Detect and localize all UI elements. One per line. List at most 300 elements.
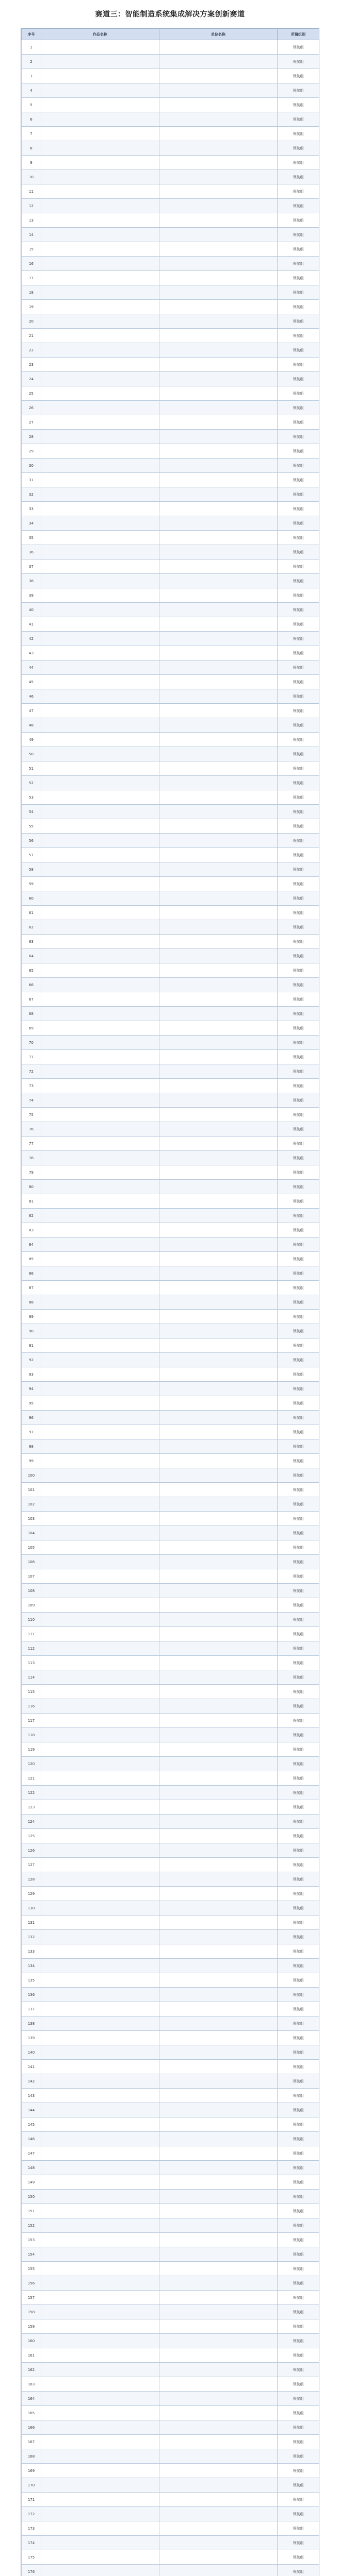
cell-work-name bbox=[41, 415, 159, 430]
cell-group: 领航组 bbox=[278, 314, 319, 329]
cell-index: 72 bbox=[22, 1064, 41, 1079]
cell-organization bbox=[159, 1815, 278, 1829]
cell-group: 领航组 bbox=[278, 704, 319, 718]
cell-group: 领航组 bbox=[278, 242, 319, 257]
cell-index: 25 bbox=[22, 386, 41, 401]
cell-work-name bbox=[41, 1540, 159, 1555]
cell-organization bbox=[159, 545, 278, 560]
cell-index: 66 bbox=[22, 978, 41, 992]
cell-organization bbox=[159, 1901, 278, 1916]
table-row bbox=[22, 891, 319, 906]
cell-organization bbox=[159, 2276, 278, 2291]
cell-work-name bbox=[41, 55, 159, 69]
cell-work-name bbox=[41, 1122, 159, 1137]
cell-index: 35 bbox=[22, 531, 41, 545]
cell-work-name bbox=[41, 819, 159, 834]
cell-index: 69 bbox=[22, 1021, 41, 1036]
cell-work-name bbox=[41, 646, 159, 660]
cell-group: 领航组 bbox=[278, 1829, 319, 1843]
cell-organization bbox=[159, 2002, 278, 2016]
table-row bbox=[22, 574, 319, 588]
cell-index: 5 bbox=[22, 98, 41, 112]
cell-index: 102 bbox=[22, 1497, 41, 1512]
cell-group: 领航组 bbox=[278, 1815, 319, 1829]
cell-index: 8 bbox=[22, 141, 41, 156]
table-row bbox=[22, 704, 319, 718]
table-row bbox=[22, 1310, 319, 1324]
cell-work-name bbox=[41, 1021, 159, 1036]
cell-index: 175 bbox=[22, 2550, 41, 2565]
cell-work-name bbox=[41, 2435, 159, 2449]
table-row bbox=[22, 920, 319, 935]
cell-index: 75 bbox=[22, 1108, 41, 1122]
cell-work-name bbox=[41, 112, 159, 127]
cell-index: 107 bbox=[22, 1569, 41, 1584]
cell-work-name bbox=[41, 1454, 159, 1468]
cell-group: 领航组 bbox=[278, 1555, 319, 1569]
table-row bbox=[22, 1584, 319, 1598]
cell-index: 36 bbox=[22, 545, 41, 560]
cell-organization bbox=[159, 271, 278, 285]
table-row bbox=[22, 761, 319, 776]
cell-group: 领航组 bbox=[278, 1959, 319, 1973]
cell-index: 168 bbox=[22, 2449, 41, 2464]
table-row bbox=[22, 2348, 319, 2363]
cell-index: 126 bbox=[22, 1843, 41, 1858]
table-row bbox=[22, 1627, 319, 1641]
cell-group: 领航组 bbox=[278, 2190, 319, 2204]
cell-organization bbox=[159, 1728, 278, 1742]
cell-index: 93 bbox=[22, 1367, 41, 1382]
cell-group: 领航组 bbox=[278, 1223, 319, 1238]
cell-group: 领航组 bbox=[278, 300, 319, 314]
cell-index: 38 bbox=[22, 574, 41, 588]
cell-group: 领航组 bbox=[278, 906, 319, 920]
cell-group: 领航组 bbox=[278, 718, 319, 733]
cell-work-name bbox=[41, 632, 159, 646]
cell-group: 领航组 bbox=[278, 1800, 319, 1815]
cell-index: 57 bbox=[22, 848, 41, 862]
cell-group: 领航组 bbox=[278, 1238, 319, 1252]
cell-work-name bbox=[41, 2161, 159, 2175]
cell-group: 领航组 bbox=[278, 2493, 319, 2507]
table-row bbox=[22, 1656, 319, 1670]
cell-work-name bbox=[41, 2507, 159, 2521]
table-row bbox=[22, 646, 319, 660]
cell-index: 92 bbox=[22, 1353, 41, 1367]
cell-group: 领航组 bbox=[278, 1324, 319, 1338]
cell-work-name bbox=[41, 906, 159, 920]
cell-organization bbox=[159, 1238, 278, 1252]
cell-organization bbox=[159, 862, 278, 877]
cell-work-name bbox=[41, 1367, 159, 1382]
cell-work-name bbox=[41, 1771, 159, 1786]
cell-index: 34 bbox=[22, 516, 41, 531]
cell-group: 领航组 bbox=[278, 2319, 319, 2334]
cell-index: 16 bbox=[22, 257, 41, 271]
cell-index: 162 bbox=[22, 2363, 41, 2377]
table-row bbox=[22, 1930, 319, 1944]
cell-group: 领航组 bbox=[278, 1454, 319, 1468]
cell-index: 48 bbox=[22, 718, 41, 733]
cell-organization bbox=[159, 2536, 278, 2550]
cell-organization bbox=[159, 1439, 278, 1454]
cell-group: 领航组 bbox=[278, 1901, 319, 1916]
cell-index: 1 bbox=[22, 40, 41, 55]
cell-group: 领航组 bbox=[278, 603, 319, 617]
cell-work-name bbox=[41, 1512, 159, 1526]
cell-group: 领航组 bbox=[278, 1310, 319, 1324]
table-row bbox=[22, 1396, 319, 1411]
cell-group: 领航组 bbox=[278, 1569, 319, 1584]
cell-organization bbox=[159, 430, 278, 444]
cell-index: 164 bbox=[22, 2392, 41, 2406]
cell-organization bbox=[159, 1411, 278, 1425]
cell-group: 领航组 bbox=[278, 1786, 319, 1800]
table-row bbox=[22, 2117, 319, 2132]
table-row bbox=[22, 83, 319, 98]
cell-work-name bbox=[41, 1036, 159, 1050]
table-row bbox=[22, 1454, 319, 1468]
table-row bbox=[22, 2060, 319, 2074]
cell-work-name bbox=[41, 805, 159, 819]
cell-group: 领航组 bbox=[278, 1728, 319, 1742]
table-row bbox=[22, 1598, 319, 1613]
cell-organization bbox=[159, 2291, 278, 2305]
cell-index: 53 bbox=[22, 790, 41, 805]
cell-group: 领航组 bbox=[278, 1353, 319, 1367]
cell-group: 领航组 bbox=[278, 848, 319, 862]
cell-organization bbox=[159, 2348, 278, 2363]
table-row bbox=[22, 531, 319, 545]
cell-index: 130 bbox=[22, 1901, 41, 1916]
table-row bbox=[22, 2507, 319, 2521]
table-row bbox=[22, 2262, 319, 2276]
cell-index: 113 bbox=[22, 1656, 41, 1670]
cell-work-name bbox=[41, 1483, 159, 1497]
cell-work-name bbox=[41, 1324, 159, 1338]
table-row bbox=[22, 2146, 319, 2161]
cell-group: 领航组 bbox=[278, 2305, 319, 2319]
cell-index: 129 bbox=[22, 1887, 41, 1901]
cell-work-name bbox=[41, 704, 159, 718]
cell-index: 115 bbox=[22, 1685, 41, 1699]
cell-index: 24 bbox=[22, 372, 41, 386]
cell-index: 86 bbox=[22, 1266, 41, 1281]
cell-index: 127 bbox=[22, 1858, 41, 1872]
cell-group: 领航组 bbox=[278, 963, 319, 978]
cell-organization bbox=[159, 2550, 278, 2565]
cell-organization bbox=[159, 199, 278, 213]
cell-index: 88 bbox=[22, 1295, 41, 1310]
cell-group: 领航组 bbox=[278, 2449, 319, 2464]
cell-group: 领航组 bbox=[278, 2161, 319, 2175]
cell-organization bbox=[159, 675, 278, 689]
cell-index: 11 bbox=[22, 184, 41, 199]
table-row bbox=[22, 2218, 319, 2233]
cell-work-name bbox=[41, 1555, 159, 1569]
table-row bbox=[22, 1295, 319, 1310]
cell-work-name bbox=[41, 2521, 159, 2536]
cell-index: 120 bbox=[22, 1757, 41, 1771]
cell-group: 领航组 bbox=[278, 1887, 319, 1901]
cell-work-name bbox=[41, 2060, 159, 2074]
cell-work-name bbox=[41, 2262, 159, 2276]
cell-work-name bbox=[41, 358, 159, 372]
table-row bbox=[22, 1959, 319, 1973]
table-row bbox=[22, 170, 319, 184]
cell-organization bbox=[159, 184, 278, 199]
cell-index: 73 bbox=[22, 1079, 41, 1093]
cell-group: 领航组 bbox=[278, 560, 319, 574]
table-row bbox=[22, 1338, 319, 1353]
table-row bbox=[22, 199, 319, 213]
table-row bbox=[22, 459, 319, 473]
cell-group: 领航组 bbox=[278, 2060, 319, 2074]
cell-index: 103 bbox=[22, 1512, 41, 1526]
cell-work-name bbox=[41, 2363, 159, 2377]
cell-index: 171 bbox=[22, 2493, 41, 2507]
cell-index: 44 bbox=[22, 660, 41, 675]
table-row bbox=[22, 1714, 319, 1728]
table-row bbox=[22, 257, 319, 271]
cell-work-name bbox=[41, 2218, 159, 2233]
cell-index: 70 bbox=[22, 1036, 41, 1050]
cell-organization bbox=[159, 819, 278, 834]
cell-organization bbox=[159, 2521, 278, 2536]
cell-group: 领航组 bbox=[278, 199, 319, 213]
cell-index: 76 bbox=[22, 1122, 41, 1137]
table-row bbox=[22, 1252, 319, 1266]
cell-organization bbox=[159, 487, 278, 502]
cell-group: 领航组 bbox=[278, 1382, 319, 1396]
table-row bbox=[22, 1916, 319, 1930]
cell-work-name bbox=[41, 2132, 159, 2146]
cell-group: 领航组 bbox=[278, 2045, 319, 2060]
cell-work-name bbox=[41, 1584, 159, 1598]
table-row bbox=[22, 1439, 319, 1454]
cell-work-name bbox=[41, 430, 159, 444]
cell-organization bbox=[159, 1353, 278, 1367]
cell-group: 领航组 bbox=[278, 1108, 319, 1122]
cell-organization bbox=[159, 891, 278, 906]
cell-organization bbox=[159, 285, 278, 300]
cell-group: 领航组 bbox=[278, 2334, 319, 2348]
table-row bbox=[22, 2319, 319, 2334]
table-row bbox=[22, 1555, 319, 1569]
cell-group: 领航组 bbox=[278, 444, 319, 459]
cell-index: 108 bbox=[22, 1584, 41, 1598]
cell-organization bbox=[159, 2247, 278, 2262]
cell-work-name bbox=[41, 574, 159, 588]
cell-organization bbox=[159, 2074, 278, 2089]
cell-organization bbox=[159, 1122, 278, 1137]
cell-index: 138 bbox=[22, 2016, 41, 2031]
cell-index: 87 bbox=[22, 1281, 41, 1295]
cell-group: 领航组 bbox=[278, 1613, 319, 1627]
table-row bbox=[22, 329, 319, 343]
cell-index: 19 bbox=[22, 300, 41, 314]
cell-work-name bbox=[41, 2478, 159, 2493]
cell-work-name bbox=[41, 1353, 159, 1367]
cell-work-name bbox=[41, 1425, 159, 1439]
cell-work-name bbox=[41, 1093, 159, 1108]
cell-organization bbox=[159, 1555, 278, 1569]
cell-work-name bbox=[41, 848, 159, 862]
cell-work-name bbox=[41, 2565, 159, 2576]
cell-group: 领航组 bbox=[278, 531, 319, 545]
cell-group: 领航组 bbox=[278, 473, 319, 487]
cell-work-name bbox=[41, 1338, 159, 1353]
cell-index: 121 bbox=[22, 1771, 41, 1786]
cell-work-name bbox=[41, 920, 159, 935]
cell-index: 143 bbox=[22, 2089, 41, 2103]
table-row bbox=[22, 1425, 319, 1439]
cell-group: 领航组 bbox=[278, 834, 319, 848]
cell-index: 144 bbox=[22, 2103, 41, 2117]
cell-group: 领航组 bbox=[278, 992, 319, 1007]
cell-group: 领航组 bbox=[278, 213, 319, 228]
cell-index: 82 bbox=[22, 1209, 41, 1223]
cell-group: 领航组 bbox=[278, 2363, 319, 2377]
cell-organization bbox=[159, 1396, 278, 1411]
cell-organization bbox=[159, 646, 278, 660]
cell-organization bbox=[159, 992, 278, 1007]
cell-group: 领航组 bbox=[278, 2218, 319, 2233]
cell-organization bbox=[159, 704, 278, 718]
cell-organization bbox=[159, 2507, 278, 2521]
cell-work-name bbox=[41, 1829, 159, 1843]
cell-organization bbox=[159, 978, 278, 992]
cell-group: 领航组 bbox=[278, 920, 319, 935]
cell-group: 领航组 bbox=[278, 1742, 319, 1757]
cell-work-name bbox=[41, 1973, 159, 1988]
cell-work-name bbox=[41, 184, 159, 199]
table-row bbox=[22, 2493, 319, 2507]
cell-organization bbox=[159, 69, 278, 83]
table-row bbox=[22, 1007, 319, 1021]
cell-organization bbox=[159, 2146, 278, 2161]
table-row bbox=[22, 1483, 319, 1497]
cell-organization bbox=[159, 2060, 278, 2074]
cell-organization bbox=[159, 848, 278, 862]
cell-index: 12 bbox=[22, 199, 41, 213]
cell-group: 领航组 bbox=[278, 1843, 319, 1858]
cell-index: 81 bbox=[22, 1194, 41, 1209]
cell-organization bbox=[159, 329, 278, 343]
cell-organization bbox=[159, 444, 278, 459]
cell-group: 领航组 bbox=[278, 1540, 319, 1555]
table-row bbox=[22, 2392, 319, 2406]
cell-index: 122 bbox=[22, 1786, 41, 1800]
cell-organization bbox=[159, 1151, 278, 1165]
table-row bbox=[22, 2565, 319, 2576]
cell-group: 领航组 bbox=[278, 1439, 319, 1454]
table-row bbox=[22, 401, 319, 415]
cell-index: 95 bbox=[22, 1396, 41, 1411]
cell-group: 领航组 bbox=[278, 1973, 319, 1988]
table-row bbox=[22, 2363, 319, 2377]
cell-work-name bbox=[41, 588, 159, 603]
cell-index: 4 bbox=[22, 83, 41, 98]
cell-index: 158 bbox=[22, 2305, 41, 2319]
cell-organization bbox=[159, 1468, 278, 1483]
cell-work-name bbox=[41, 1238, 159, 1252]
cell-work-name bbox=[41, 1641, 159, 1656]
cell-organization bbox=[159, 112, 278, 127]
cell-index: 51 bbox=[22, 761, 41, 776]
table-row bbox=[22, 1497, 319, 1512]
table-row bbox=[22, 949, 319, 963]
cell-group: 领航组 bbox=[278, 2103, 319, 2117]
table-row bbox=[22, 141, 319, 156]
cell-organization bbox=[159, 1093, 278, 1108]
cell-index: 54 bbox=[22, 805, 41, 819]
cell-organization bbox=[159, 1685, 278, 1699]
cell-work-name bbox=[41, 1295, 159, 1310]
table-row bbox=[22, 444, 319, 459]
cell-index: 10 bbox=[22, 170, 41, 184]
table-row bbox=[22, 343, 319, 358]
cell-organization bbox=[159, 805, 278, 819]
cell-index: 163 bbox=[22, 2377, 41, 2392]
table-row bbox=[22, 747, 319, 761]
table-row bbox=[22, 1353, 319, 1367]
cell-group: 领航组 bbox=[278, 1627, 319, 1641]
cell-index: 18 bbox=[22, 285, 41, 300]
cell-group: 领航组 bbox=[278, 2262, 319, 2276]
cell-work-name bbox=[41, 2392, 159, 2406]
cell-group: 领航组 bbox=[278, 459, 319, 473]
cell-group: 领航组 bbox=[278, 1367, 319, 1382]
cell-group: 领航组 bbox=[278, 156, 319, 170]
cell-index: 151 bbox=[22, 2204, 41, 2218]
cell-work-name bbox=[41, 1252, 159, 1266]
table-row bbox=[22, 1901, 319, 1916]
table-row bbox=[22, 560, 319, 574]
cell-organization bbox=[159, 257, 278, 271]
cell-group: 领航组 bbox=[278, 415, 319, 430]
table-row bbox=[22, 285, 319, 300]
cell-index: 94 bbox=[22, 1382, 41, 1396]
cell-work-name bbox=[41, 2334, 159, 2348]
cell-organization bbox=[159, 2406, 278, 2420]
cell-index: 41 bbox=[22, 617, 41, 632]
cell-work-name bbox=[41, 2449, 159, 2464]
cell-index: 32 bbox=[22, 487, 41, 502]
cell-work-name bbox=[41, 2377, 159, 2392]
cell-index: 56 bbox=[22, 834, 41, 848]
cell-organization bbox=[159, 156, 278, 170]
cell-organization bbox=[159, 733, 278, 747]
cell-work-name bbox=[41, 271, 159, 285]
cell-work-name bbox=[41, 1007, 159, 1021]
table-row bbox=[22, 2464, 319, 2478]
table-row bbox=[22, 1209, 319, 1223]
cell-index: 176 bbox=[22, 2565, 41, 2576]
table-row bbox=[22, 660, 319, 675]
table-row bbox=[22, 1122, 319, 1137]
cell-index: 14 bbox=[22, 228, 41, 242]
cell-work-name bbox=[41, 2146, 159, 2161]
table-row bbox=[22, 314, 319, 329]
cell-work-name bbox=[41, 545, 159, 560]
cell-index: 39 bbox=[22, 588, 41, 603]
cell-group: 领航组 bbox=[278, 1858, 319, 1872]
cell-group: 领航组 bbox=[278, 2117, 319, 2132]
cell-organization bbox=[159, 1007, 278, 1021]
cell-group: 领航组 bbox=[278, 1425, 319, 1439]
